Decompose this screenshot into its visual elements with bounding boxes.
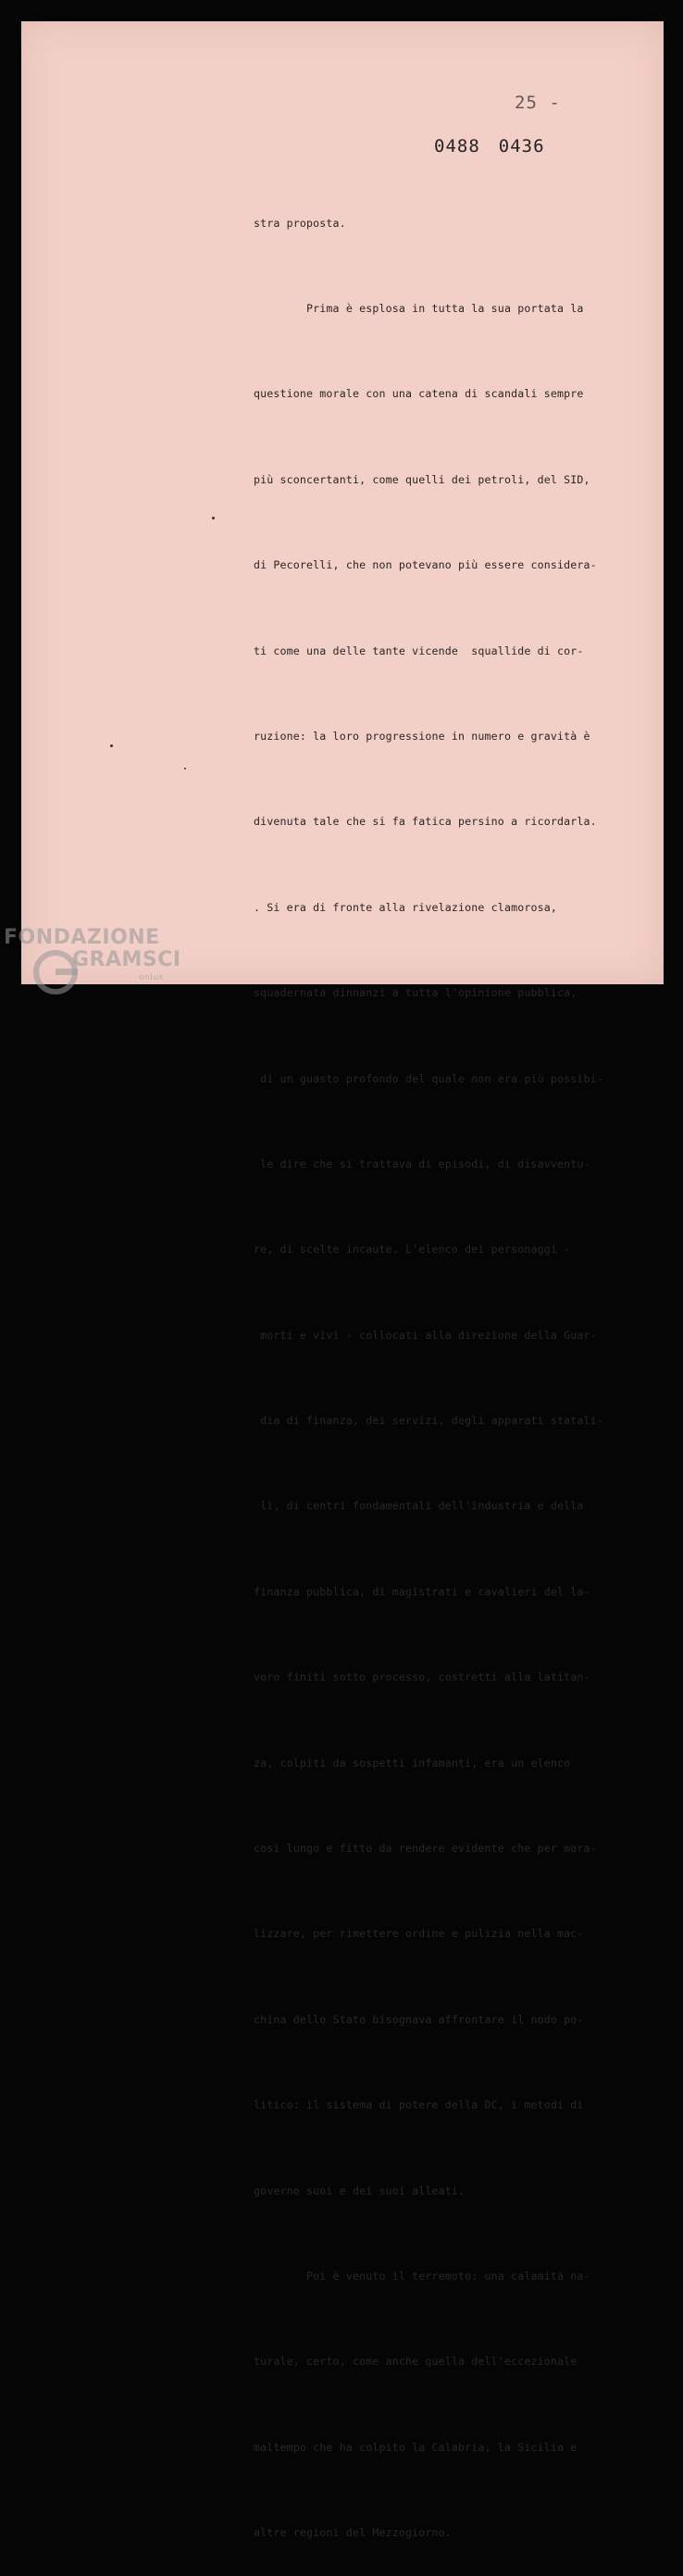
page-number: 25 - [515, 93, 561, 113]
text-line: altre regioni del Mezzogiorno. [254, 2526, 452, 2540]
text-line: voro finiti sotto processo, costretti alla latitan- [254, 1670, 590, 1684]
text-line: Poi è venuto il terremoto: una calamità na- [254, 2269, 590, 2282]
text-line: le dire che si trattava di episodi, di disavventu- [254, 1157, 590, 1170]
text-line: li, di centri fondamentali dell'industria e della [254, 1499, 584, 1513]
text-line: ruzione: la loro progressione in numero e gravità è [254, 729, 590, 743]
typewritten-body [254, 152, 603, 2576]
watermark-line-3: onlus [139, 973, 164, 982]
paper-speck [184, 768, 186, 769]
text-line: di un guasto profondo del quale non era più possibi- [254, 1071, 603, 1085]
text-line: così lungo e fitto da rendere evidente che per mora- [254, 1842, 597, 1856]
text-line: lizzare, per rimettere ordine e pulizia nella mac- [254, 1927, 584, 1941]
text-line: squadernata dinnanzi a tutta l'opinione pubblica, [254, 986, 577, 1000]
text-line: maltempo che ha colpito la Calabria, la Sicilia e [254, 2440, 577, 2454]
text-line: re, di scelte incaute. L'elenco dei personaggi - [254, 1243, 571, 1257]
text-line: divenuta tale che si fa fatica persino a ricordarla. [254, 815, 597, 829]
archive-number-left: 0488 [434, 136, 480, 156]
text-line: litico: il sistema di potere della DC, i metodi di [254, 2098, 584, 2112]
text-line: ti come una delle tante vicende squallide di cor- [254, 644, 584, 657]
text-line: turale, certo, come anche quella dell'eccezionale [254, 2355, 577, 2369]
text-line: dia di finanza, dei servizi, degli apparati statali- [254, 1414, 603, 1428]
paper-speck [212, 517, 215, 519]
text-line: più sconcertanti, come quelli dei petroli, del SID, [254, 472, 590, 486]
text-line: di Pecorelli, che non potevano più essere considera- [254, 558, 597, 572]
paper-speck [110, 744, 113, 747]
text-line: finanza pubblica, di magistrati e cavalieri del la- [254, 1584, 590, 1598]
watermark-line-1: FONDAZIONE [4, 926, 160, 949]
text-line: questione morale con una catena di scandali sempre [254, 387, 584, 401]
archive-number-right: 0436 [498, 136, 545, 156]
text-line: governo suoi e dei suoi alleati. [254, 2183, 466, 2197]
text-line: china dello Stato bisognava affrontare il nodo po- [254, 2012, 584, 2026]
text-line: stra proposta. [254, 216, 346, 230]
text-line: za, colpiti da sospetti infamanti, era un elenco [254, 1756, 571, 1769]
text-line: . Si era di fronte alla rivelazione clamorosa, [254, 900, 557, 914]
text-line: morti e vivi - collocati alla direzione della Guar- [254, 1328, 597, 1342]
fondazione-gramsci-watermark [4, 922, 189, 1000]
text-line: Prima è esplosa in tutta la sua portata la [254, 301, 584, 315]
watermark-line-2: GRAMSCI [72, 948, 181, 971]
